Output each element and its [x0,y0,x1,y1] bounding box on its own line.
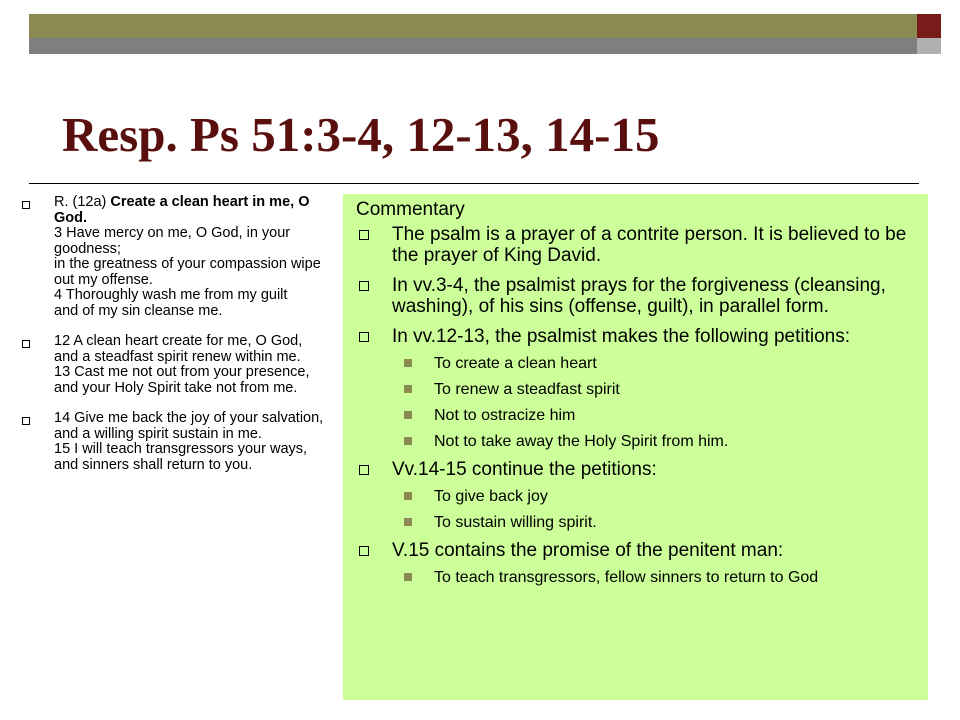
filled-square-bullet-icon [404,411,412,419]
sub-list [396,569,924,586]
slide-title: Resp. Ps 51:3-4, 12-13, 14-15 [62,107,660,162]
sub-item-text: To give back joy [434,488,548,505]
sub-item [396,407,924,424]
hollow-square-bullet-icon [22,417,30,425]
corner-accent-lower [917,38,941,54]
psalm-stanza-2 [18,334,338,396]
response-text: Create a clean heart in me, O God. [54,194,310,226]
commentary-list [356,224,924,595]
sub-item-text: To sustain willing spirit. [434,514,597,531]
commentary-item [356,326,924,347]
filled-square-bullet-icon [404,492,412,500]
commentary-item [356,459,924,480]
hollow-square-bullet-icon [359,281,369,291]
sub-item-text: Not to take away the Holy Spirit from him. [434,433,729,450]
hollow-square-bullet-icon [22,340,30,348]
psalm-stanza-3 [18,411,338,473]
hollow-square-bullet-icon [359,546,369,556]
commentary-item-text: In vv.12-13, the psalmist makes the following petitions: [392,326,850,347]
commentary-item [356,224,924,266]
hollow-square-bullet-icon [22,201,30,209]
filled-square-bullet-icon [404,437,412,445]
psalm-stanza-1 [18,195,338,319]
hollow-square-bullet-icon [359,465,369,475]
sub-item-text: To renew a steadfast spirit [434,381,620,398]
sub-item [396,569,924,586]
sub-item-text: To create a clean heart [434,355,597,372]
stanza-text: 3 Have mercy on me, O God, in your goodness; in the greatness of your compassion wipe out my offense. 4 Thoroughly wash me from my guilt and of my sin cleanse me. [54,225,321,319]
commentary-item-text: Vv.14-15 continue the petitions: [392,459,657,480]
hollow-square-bullet-icon [359,230,369,240]
sub-item-text: To teach transgressors, fellow sinners to return to God [434,569,819,586]
response-prefix: R. (12a) [54,194,111,210]
filled-square-bullet-icon [404,518,412,526]
sub-item [396,488,924,505]
commentary-title: Commentary [356,199,465,220]
sub-list [396,355,924,450]
top-bar-lower [29,38,939,54]
filled-square-bullet-icon [404,359,412,367]
corner-accent [917,14,941,38]
filled-square-bullet-icon [404,573,412,581]
top-bar [29,14,939,38]
sub-item-text: Not to ostracize him [434,407,576,424]
commentary-item [356,275,924,317]
sub-item [396,381,924,398]
commentary-item-text: In vv.3-4, the psalmist prays for the forgiveness (cleansing, washing), of his sins (offense, guilt), in parallel form. [392,275,886,317]
sub-item [396,514,924,531]
title-divider [29,183,919,184]
commentary-item-text: The psalm is a prayer of a contrite person. It is believed to be the prayer of King David. [392,224,907,266]
psalm-text-column [18,195,338,488]
sub-list [396,488,924,531]
stanza-text: 14 Give me back the joy of your salvation, and a willing spirit sustain in me. 15 I will teach transgressors your ways, and sinners shall return to you. [54,410,324,473]
stanza-text: 12 A clean heart create for me, O God, and a steadfast spirit renew within me. 13 Cast me not out from your presence, and your Holy Spirit take not from me. [54,333,310,396]
commentary-item-text: V.15 contains the promise of the penitent man: [392,540,784,561]
sub-item [396,355,924,372]
commentary-item [356,540,924,561]
hollow-square-bullet-icon [359,332,369,342]
filled-square-bullet-icon [404,385,412,393]
sub-item [396,433,924,450]
